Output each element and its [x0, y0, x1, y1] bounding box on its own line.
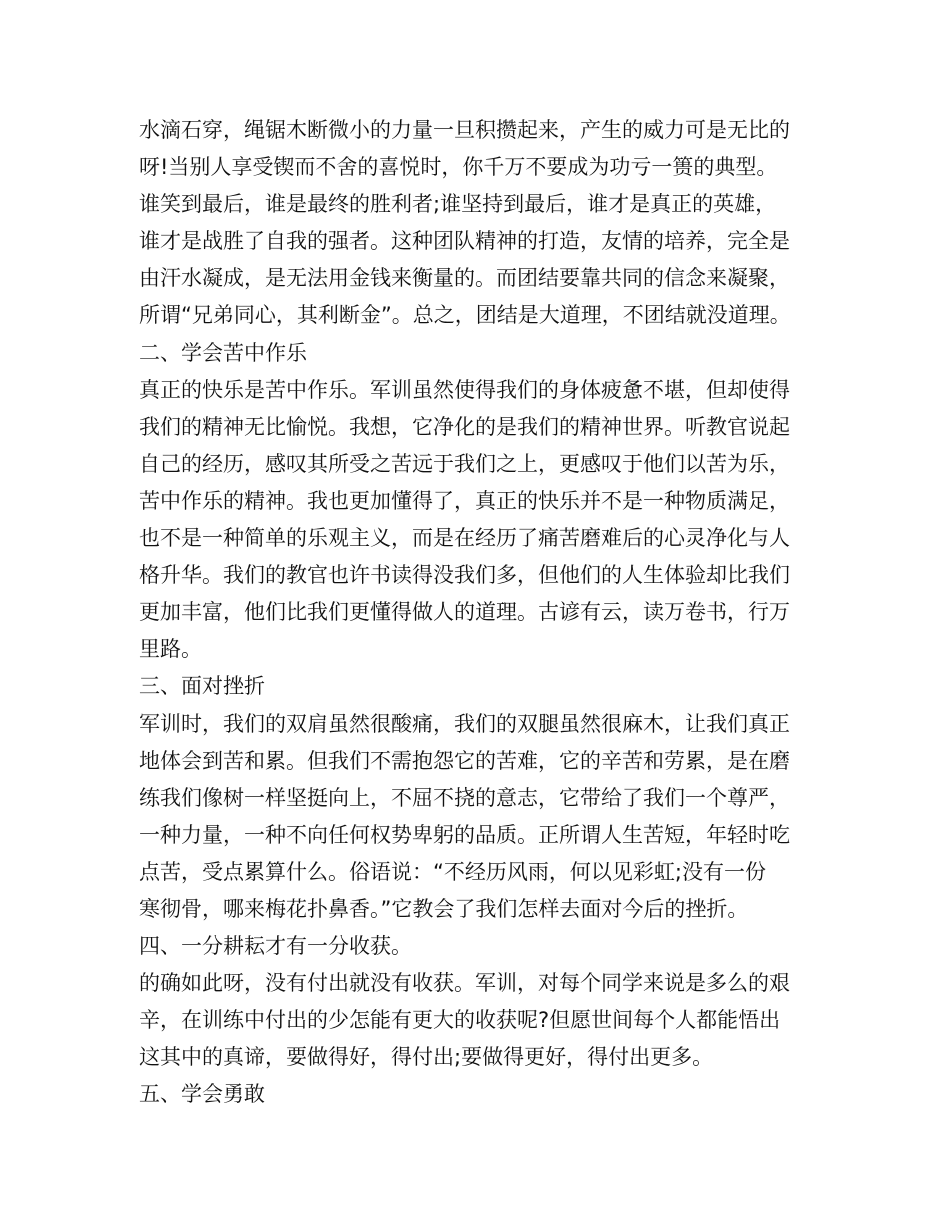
paragraph-line: 这其中的真谛，要做得好，得付出;要做得更好，得付出更多。	[139, 1045, 714, 1070]
paragraph-line: 格升华。我们的教官也许书读得没我们多，但他们的人生体验却比我们	[139, 563, 790, 588]
paragraph-line: 呀!当别人享受锲而不舍的喜悦时，你千万不要成为功亏一篑的典型。	[139, 155, 778, 180]
paragraph-line: 自己的经历，感叹其所受之苦远于我们之上，更感叹于他们以苦为乐，	[139, 451, 790, 476]
paragraph-line: 谁笑到最后，谁是最终的胜利者;谁坚持到最后，谁才是真正的英雄，	[139, 192, 777, 217]
paragraph-line: 苦中作乐的精神。我也更加懂得了，真正的快乐并不是一种物质满足，	[139, 488, 790, 513]
paragraph-line: 的确如此呀，没有付出就没有收获。军训，对每个同学来说是多么的艰	[139, 971, 790, 996]
paragraph-line: 更加丰富，他们比我们更懂得做人的道理。古谚有云，读万卷书，行万	[139, 600, 790, 625]
section-heading: 二、学会苦中作乐	[139, 340, 307, 365]
paragraph-line: 练我们像树一样坚挺向上，不屈不挠的意志，它带给了我们一个尊严，	[139, 785, 790, 810]
paragraph-line: 所谓“兄弟同心，其利断金”。总之，团结是大道理，不团结就没道理。	[139, 303, 791, 328]
paragraph-line: 地体会到苦和累。但我们不需抱怨它的苦难，它的辛苦和劳累，是在磨	[139, 748, 790, 773]
paragraph-line: 辛，在训练中付出的少怎能有更大的收获呢?但愿世间每个人都能悟出	[139, 1008, 781, 1033]
paragraph-line: 我们的精神无比愉悦。我想，它净化的是我们的精神世界。听教官说起	[139, 414, 790, 439]
paragraph-line: 真正的快乐是苦中作乐。军训虽然使得我们的身体疲惫不堪，但却使得	[139, 377, 790, 402]
paragraph-line: 谁才是战胜了自我的强者。这种团队精神的打造，友情的培养，完全是	[139, 229, 790, 254]
paragraph-line: 里路。	[139, 637, 202, 662]
paragraph-line: 由汗水凝成，是无法用金钱来衡量的。而团结要靠共同的信念来凝聚，	[139, 266, 790, 291]
paragraph-line: 寒彻骨，哪来梅花扑鼻香。”它教会了我们怎样去面对今后的挫折。	[139, 896, 749, 921]
paragraph-line: 水滴石穿，绳锯木断微小的力量一旦积攒起来，产生的威力可是无比的	[139, 118, 790, 142]
paragraph-line: 点苦，受点累算什么。俗语说：“不经历风雨，何以见彩虹;没有一份	[139, 859, 766, 884]
paragraph-line: 军训时，我们的双肩虽然很酸痛，我们的双腿虽然很麻木，让我们真正	[139, 711, 790, 736]
section-heading: 四、一分耕耘才有一分收获。	[139, 934, 412, 959]
section-heading: 五、学会勇敢	[139, 1082, 265, 1107]
paragraph-line: 也不是一种简单的乐观主义，而是在经历了痛苦磨难后的心灵净化与人	[139, 526, 790, 551]
document-body	[139, 112, 839, 1114]
section-heading: 三、面对挫折	[139, 674, 265, 699]
paragraph-line: 一种力量，一种不向任何权势卑躬的品质。正所谓人生苦短，年轻时吃	[139, 822, 790, 847]
